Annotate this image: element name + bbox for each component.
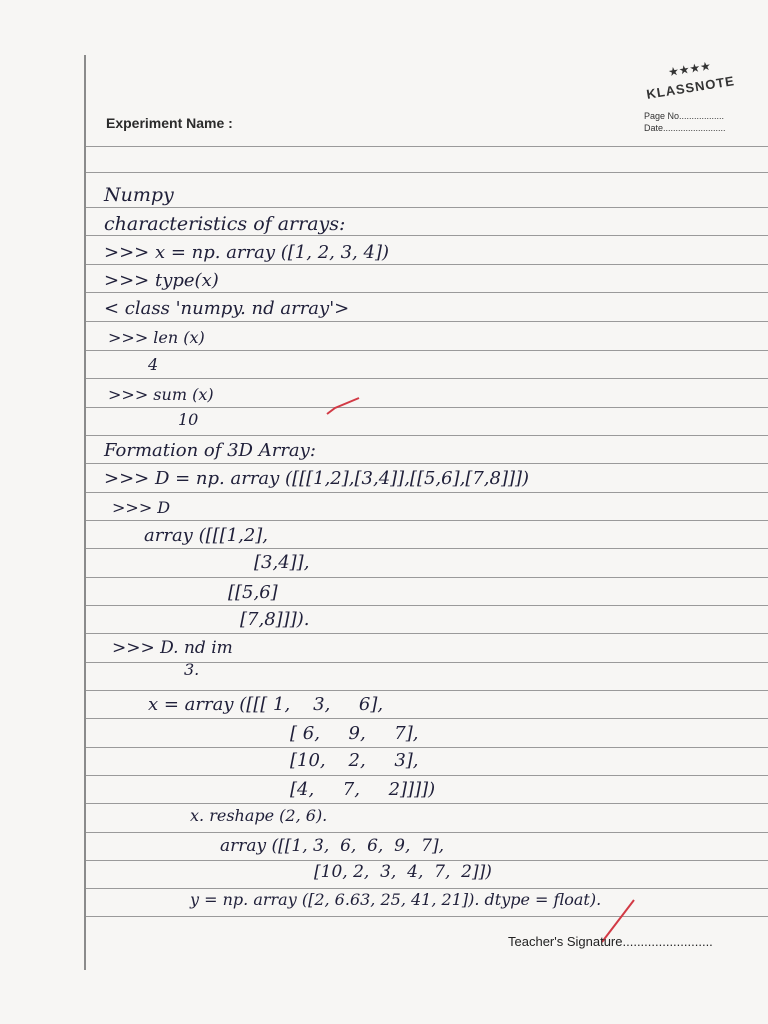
rule-line bbox=[86, 718, 768, 719]
rule-line bbox=[86, 916, 768, 917]
note-line: >>> D. nd im bbox=[112, 638, 233, 658]
note-line: >>> sum (x) bbox=[108, 385, 214, 404]
note-line: [[5,6] bbox=[228, 582, 278, 603]
note-line: >>> D bbox=[112, 498, 171, 517]
note-heading: characteristics of arrays: bbox=[104, 213, 346, 235]
brand-logo bbox=[640, 58, 750, 112]
rule-line bbox=[86, 520, 768, 521]
note-line: [3,4]], bbox=[254, 552, 310, 573]
rule-line bbox=[86, 435, 768, 436]
rule-line bbox=[86, 860, 768, 861]
rule-line bbox=[86, 146, 768, 147]
rule-line bbox=[86, 492, 768, 493]
rule-line bbox=[86, 264, 768, 265]
rule-line bbox=[86, 605, 768, 606]
stars-icon: ★★★★ bbox=[667, 58, 712, 80]
note-line: x = array ([[[ 1, 3, 6], bbox=[148, 694, 384, 715]
note-line: >>> type(x) bbox=[104, 270, 219, 291]
date-field: Date......................... bbox=[644, 123, 726, 133]
rule-line bbox=[86, 378, 768, 379]
check-mark bbox=[325, 396, 361, 418]
rule-line bbox=[86, 292, 768, 293]
rule-line bbox=[86, 207, 768, 208]
rule-line bbox=[86, 548, 768, 549]
rule-line bbox=[86, 747, 768, 748]
note-line: >>> x = np. array ([1, 2, 3, 4]) bbox=[104, 242, 389, 263]
note-line: array ([[[1,2], bbox=[144, 525, 269, 546]
note-line: y = np. array ([2, 6.63, 25, 41, 21]). dtype = float). bbox=[190, 890, 602, 909]
rule-line bbox=[86, 321, 768, 322]
teacher-signature-field: Teacher's Signature......................... bbox=[508, 934, 713, 949]
rule-line bbox=[86, 803, 768, 804]
experiment-name-label: Experiment Name : bbox=[106, 115, 233, 131]
note-line: >>> D = np. array ([[[1,2],[3,4]],[[5,6],[7,8]]]) bbox=[104, 468, 530, 489]
note-line: [ 6, 9, 7], bbox=[290, 723, 419, 744]
note-line: [10, 2, 3], bbox=[290, 750, 419, 771]
page-number-field: Page No.................. bbox=[644, 111, 725, 121]
rule-line bbox=[86, 463, 768, 464]
note-heading: Formation of 3D Array: bbox=[104, 440, 316, 461]
rule-line bbox=[86, 775, 768, 776]
rule-line bbox=[86, 690, 768, 691]
note-title: Numpy bbox=[104, 184, 174, 206]
rule-line bbox=[86, 350, 768, 351]
rule-line bbox=[86, 888, 768, 889]
note-line: [4, 7, 2]]]]) bbox=[290, 779, 436, 800]
rule-line bbox=[86, 235, 768, 236]
rule-line bbox=[86, 633, 768, 634]
note-line: 10 bbox=[178, 410, 199, 429]
rule-line bbox=[86, 172, 768, 173]
note-line: [7,8]]]). bbox=[240, 609, 310, 630]
note-line: [10, 2, 3, 4, 7, 2]]) bbox=[314, 862, 492, 882]
note-line: 3. bbox=[184, 660, 200, 679]
note-line: array ([[1, 3, 6, 6, 9, 7], bbox=[220, 836, 445, 856]
rule-line bbox=[86, 407, 768, 408]
note-line: >>> len (x) bbox=[108, 328, 205, 347]
note-line: < class 'numpy. nd array'> bbox=[104, 298, 350, 319]
brand-name: KLASSNOTE bbox=[645, 73, 736, 102]
rule-line bbox=[86, 832, 768, 833]
note-line: 4 bbox=[148, 355, 159, 374]
rule-line bbox=[86, 577, 768, 578]
note-line: x. reshape (2, 6). bbox=[190, 806, 328, 825]
